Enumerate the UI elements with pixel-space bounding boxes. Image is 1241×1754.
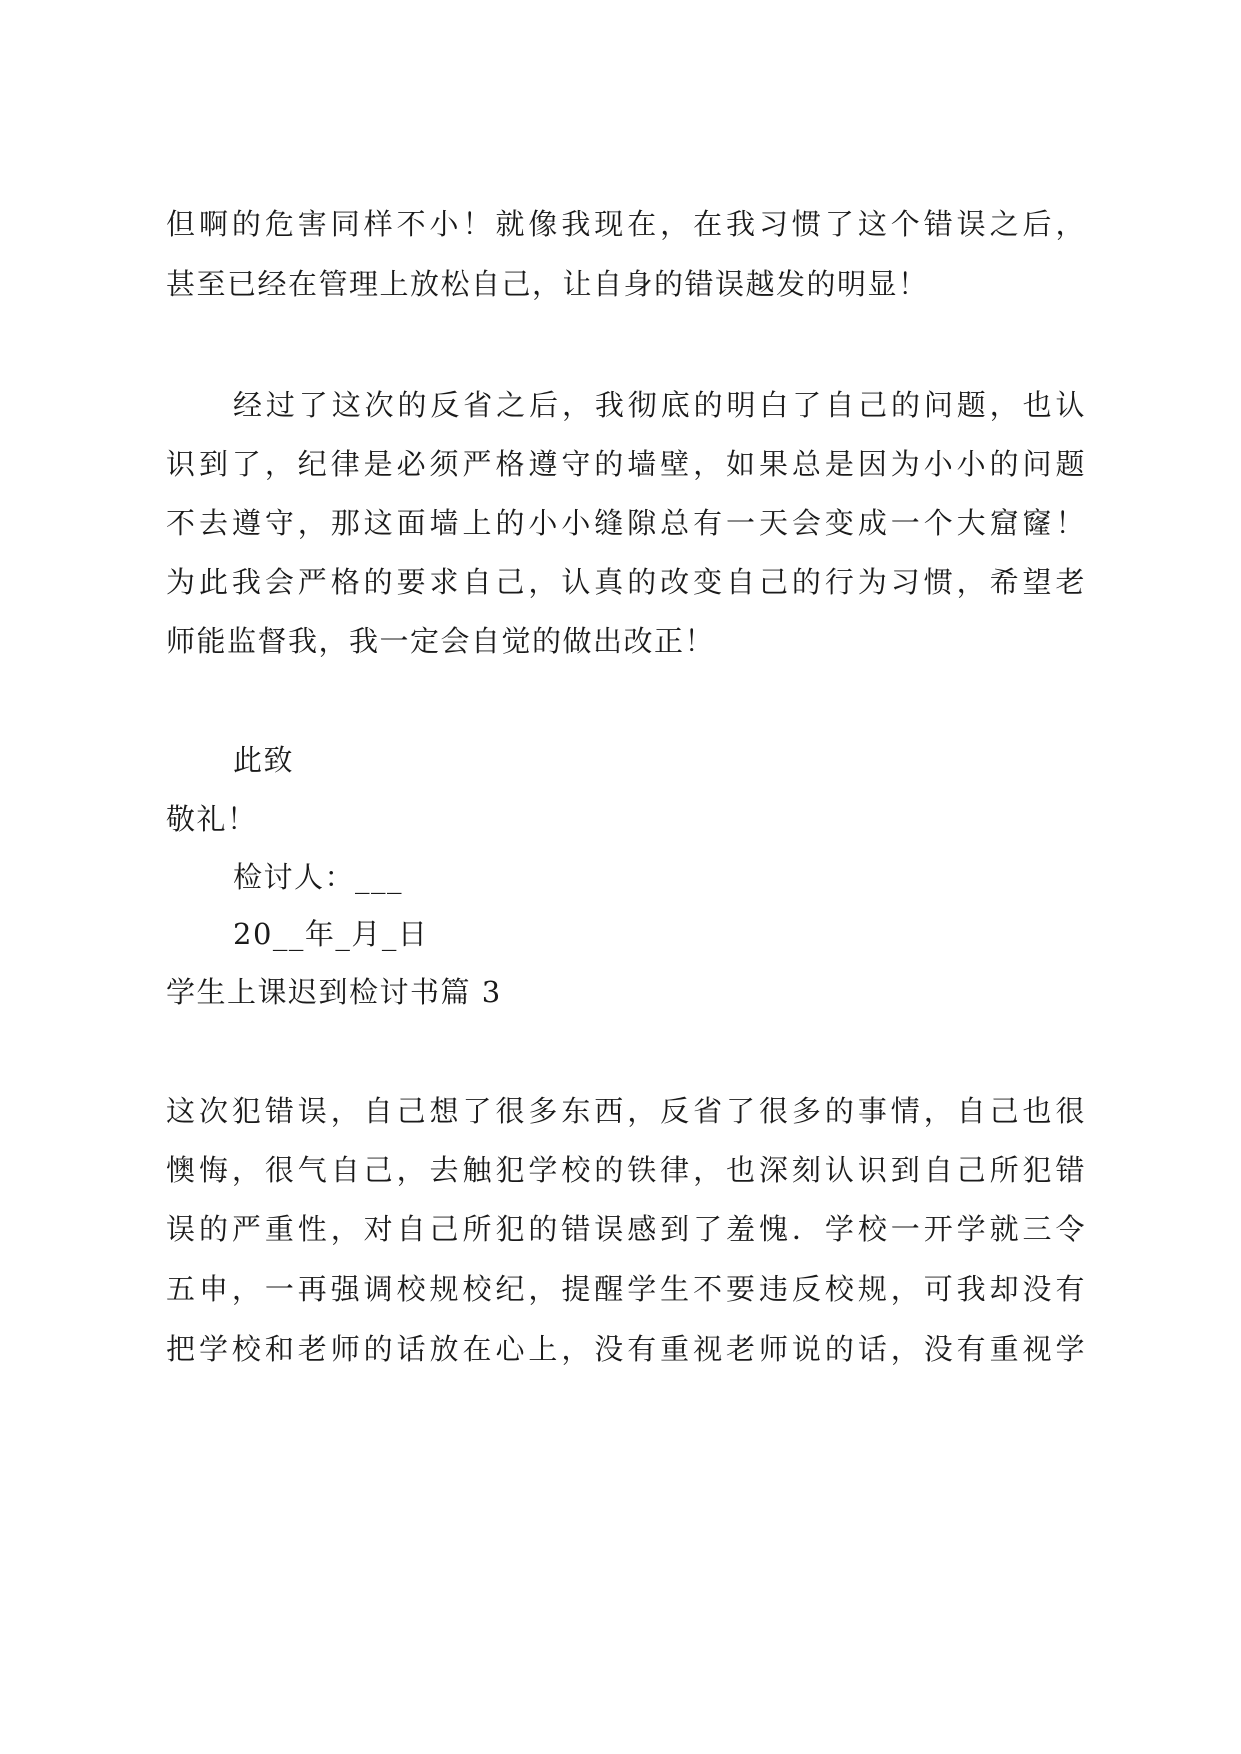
paragraph-1-line-2: 甚至已经在管理上放松自己，让自身的错误越发的明显！ [166, 267, 929, 301]
signer-line: 检讨人：___ [233, 860, 404, 894]
closing-jingli: 敬礼！ [166, 802, 258, 836]
paragraph-3-line-2: 懊悔，很气自己，去触犯学校的铁律，也深刻认识到自己所犯错 [166, 1153, 1086, 1187]
paragraph-3-line-5: 把学校和老师的话放在心上，没有重视老师说的话，没有重视学 [166, 1332, 1086, 1366]
section-title: 学生上课迟到检讨书篇 3 [166, 975, 502, 1009]
closing-cizhi: 此致 [233, 743, 295, 777]
paragraph-3-line-4: 五申，一再强调校规校纪，提醒学生不要违反校规，可我却没有 [166, 1272, 1086, 1306]
paragraph-1-line-1: 但啊的危害同样不小！就像我现在，在我习惯了这个错误之后， [166, 207, 1086, 241]
date-line: 20__年_月_日 [233, 917, 429, 951]
paragraph-2-line-4: 为此我会严格的要求自己，认真的改变自己的行为习惯，希望老 [166, 565, 1086, 599]
paragraph-3-line-1: 这次犯错误，自己想了很多东西，反省了很多的事情，自己也很 [166, 1094, 1086, 1128]
paragraph-2-line-3: 不去遵守，那这面墙上的小小缝隙总有一天会变成一个大窟窿！ [166, 506, 1086, 540]
paragraph-2-line-1: 经过了这次的反省之后，我彻底的明白了自己的问题，也认 [233, 388, 1086, 422]
paragraph-2-line-5: 师能监督我，我一定会自觉的做出改正！ [166, 624, 716, 658]
paragraph-3-line-3: 误的严重性，对自己所犯的错误感到了羞愧．学校一开学就三令 [166, 1212, 1086, 1246]
paragraph-2-line-2: 识到了，纪律是必须严格遵守的墙壁，如果总是因为小小的问题 [166, 447, 1086, 481]
